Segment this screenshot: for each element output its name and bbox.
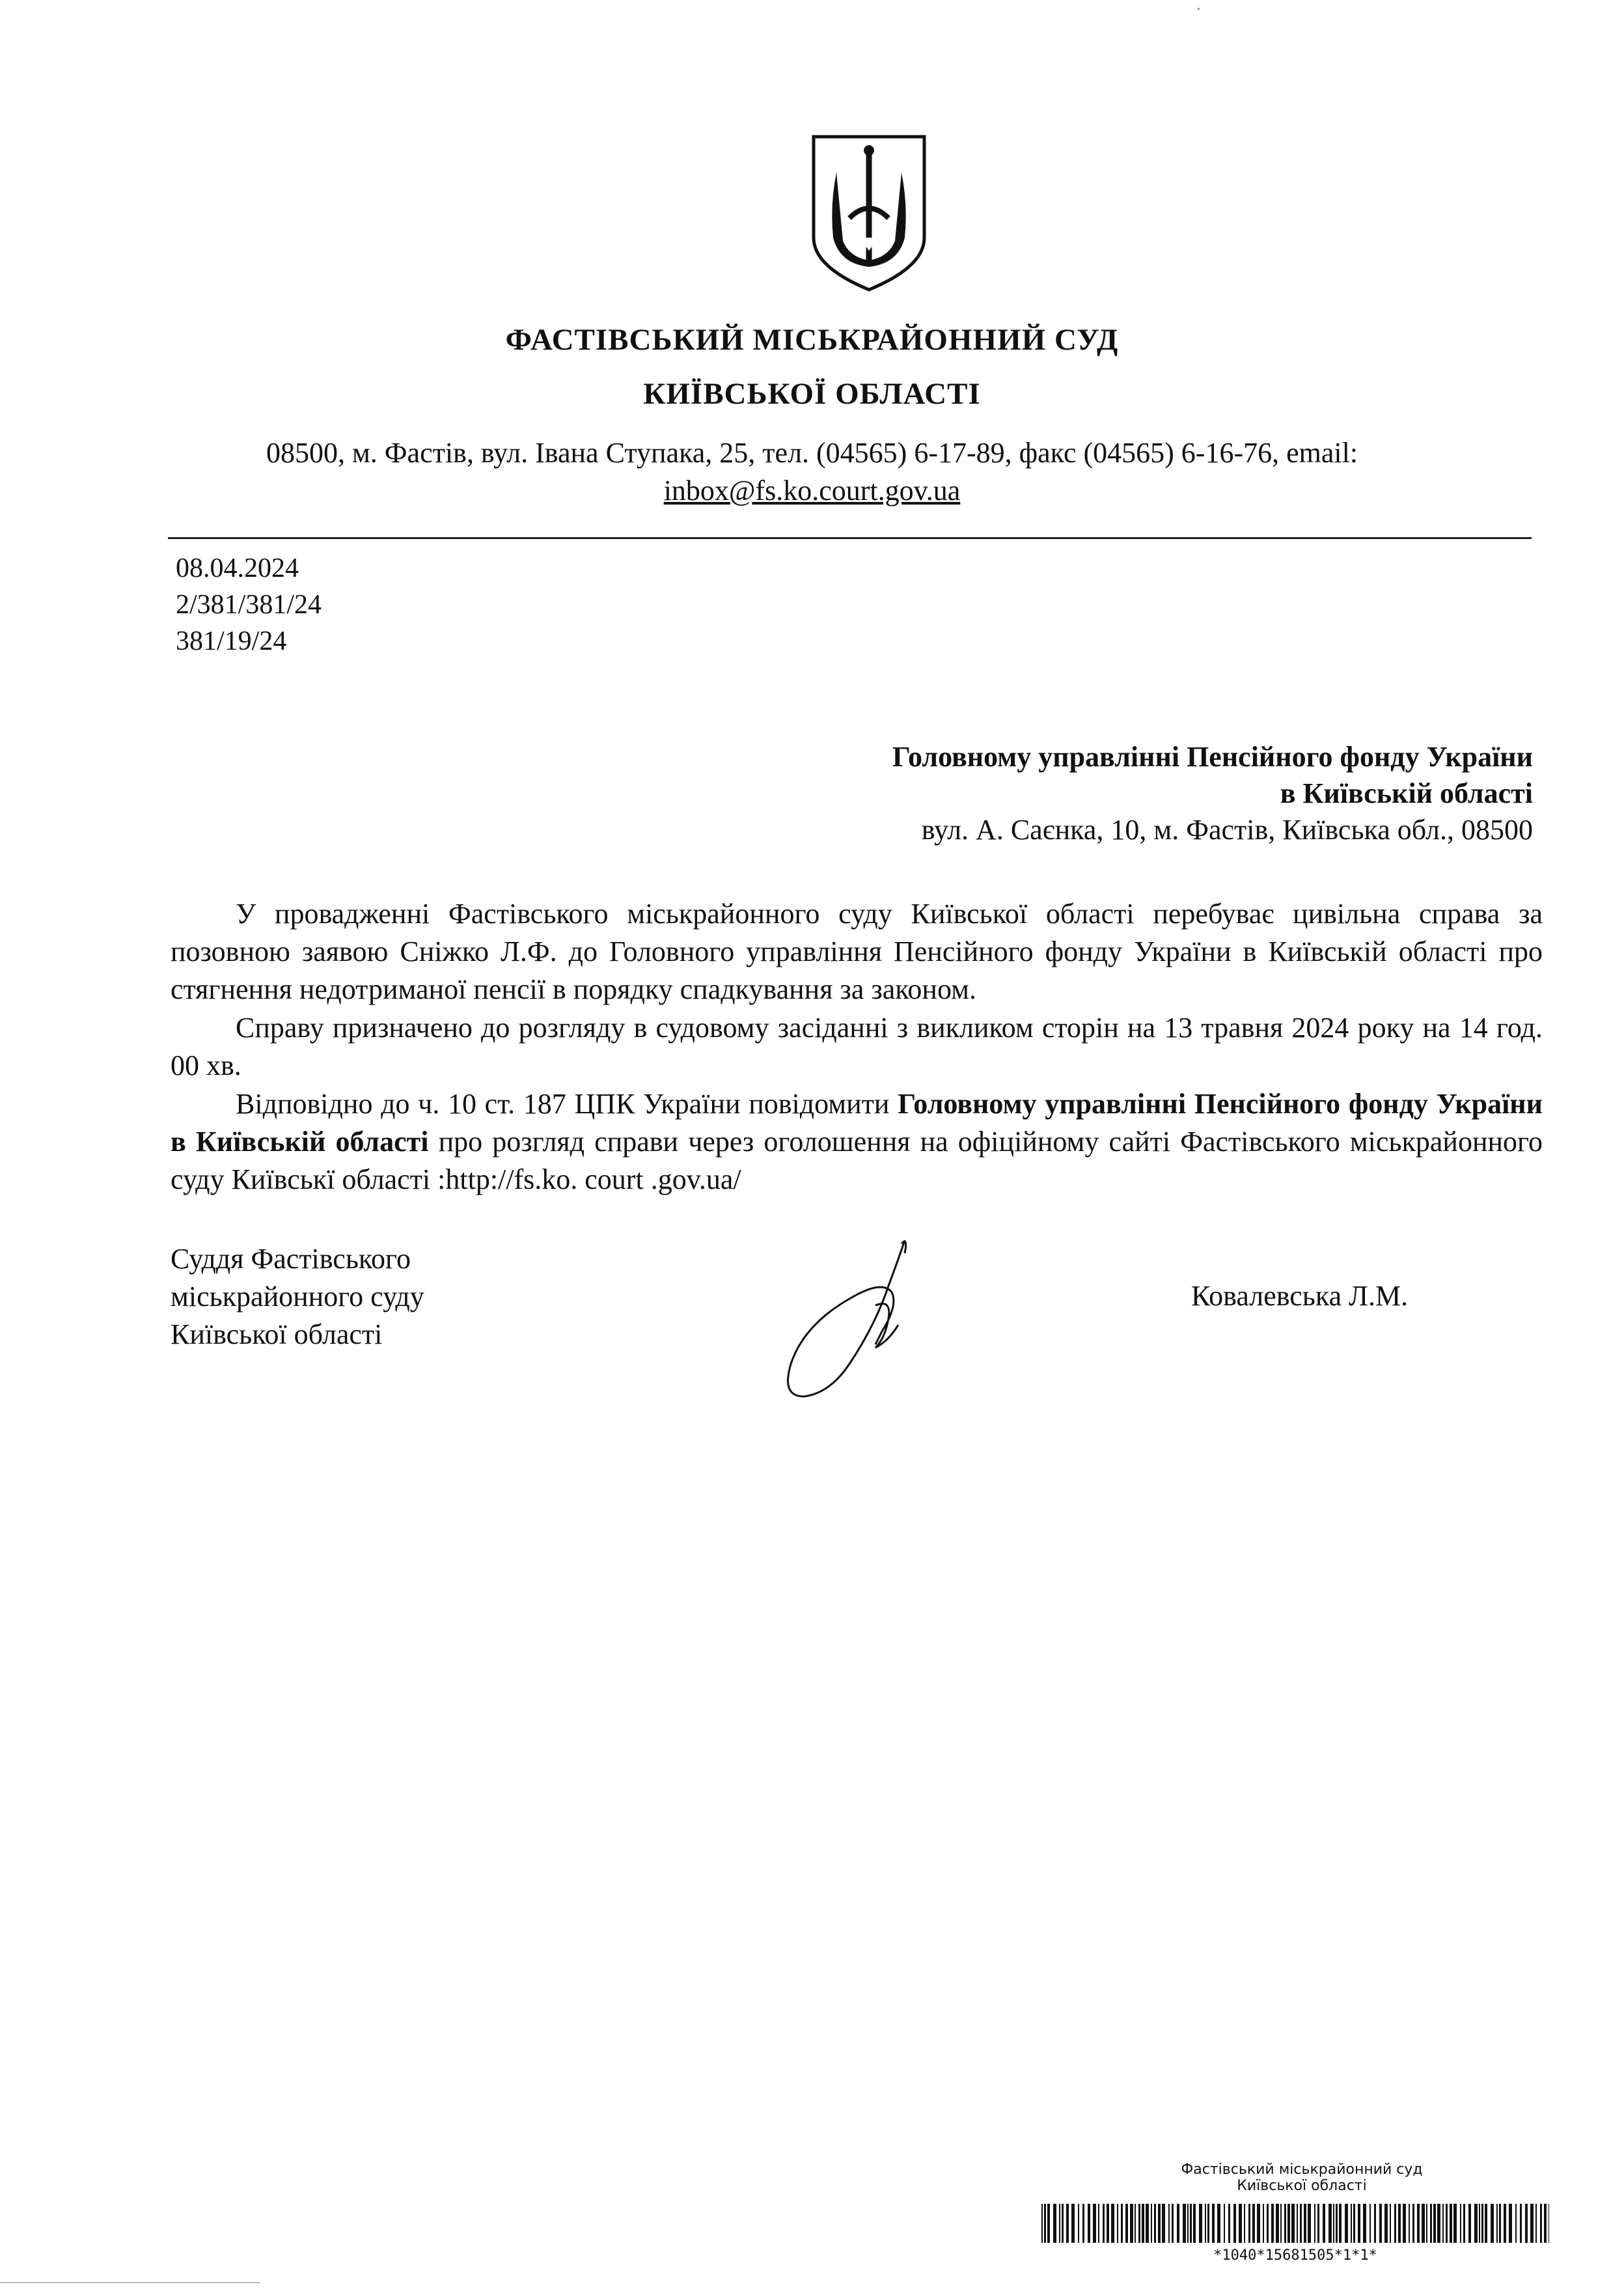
handwritten-signature — [778, 1234, 941, 1403]
letter-date: 08.04.2024 — [176, 553, 299, 583]
letter-ref-number: 2/381/381/24 — [176, 590, 322, 620]
judge-name: Ковалевська Л.М. — [1191, 1280, 1409, 1312]
court-email-link[interactable]: inbox@fs.ko.court.gov.ua — [663, 475, 961, 507]
barcode-number: *1040*15681505*1*1* — [1213, 2247, 1377, 2264]
recipient-region: в Київській області — [1280, 777, 1533, 809]
scan-artifact — [1198, 8, 1200, 10]
header-divider — [168, 537, 1532, 539]
recipient-address: вул. А. Саєнка, 10, м. Фастів, Київська обл., 08500 — [921, 814, 1533, 846]
court-region: КИЇВСЬКОЇ ОБЛАСТІ — [643, 377, 981, 411]
recipient-name: Головному управлінні Пенсійного фонду України — [892, 741, 1533, 773]
scan-artifact-line — [0, 2282, 260, 2283]
body-paragraph-3: Відповідно до ч. 10 ст. 187 ЦПК України повідомити Головному управлінні Пенсійного фонду України в Київській області про розгляд справи через оголошення на офіційному сайті Фастівського міськрайонного суду Київськї області :http://fs.ko. court .gov.ua/ — [171, 1088, 1543, 1195]
barcode — [1041, 2204, 1549, 2243]
case-number: 381/19/24 — [176, 626, 287, 656]
court-name: ФАСТІВСЬКИЙ МІСЬКРАЙОННИЙ СУД — [505, 323, 1119, 357]
court-address: 08500, м. Фастів, вул. Івана Ступака, 25, тел. (04565) 6-17-89, факс (04565) 6-16-76, email: — [266, 437, 1358, 469]
judge-title: Суддя Фастівського міськрайонного суду Київської області — [171, 1243, 424, 1350]
coat-of-arms-icon — [810, 133, 928, 293]
registration-stamp: Фастівський міськрайонний суд Київської області — [1181, 2161, 1423, 2194]
recipient-block — [892, 739, 1533, 848]
letter-meta — [176, 550, 322, 660]
body-paragraph-2: Справу призначено до розгляду в судовому засіданні з викликом сторін на 13 травня 2024 року на 14 год. 00 хв. — [171, 1012, 1543, 1081]
body-paragraph-1: У провадженні Фастівського міськрайонного суду Київської області перебуває цивільна справа за позовною заявою Сніжко Л.Ф. до Головного управління Пенсійного фонду України в Київській області про стягнення недотриманої пенсії в порядку спадкування за законом. — [171, 898, 1543, 1005]
